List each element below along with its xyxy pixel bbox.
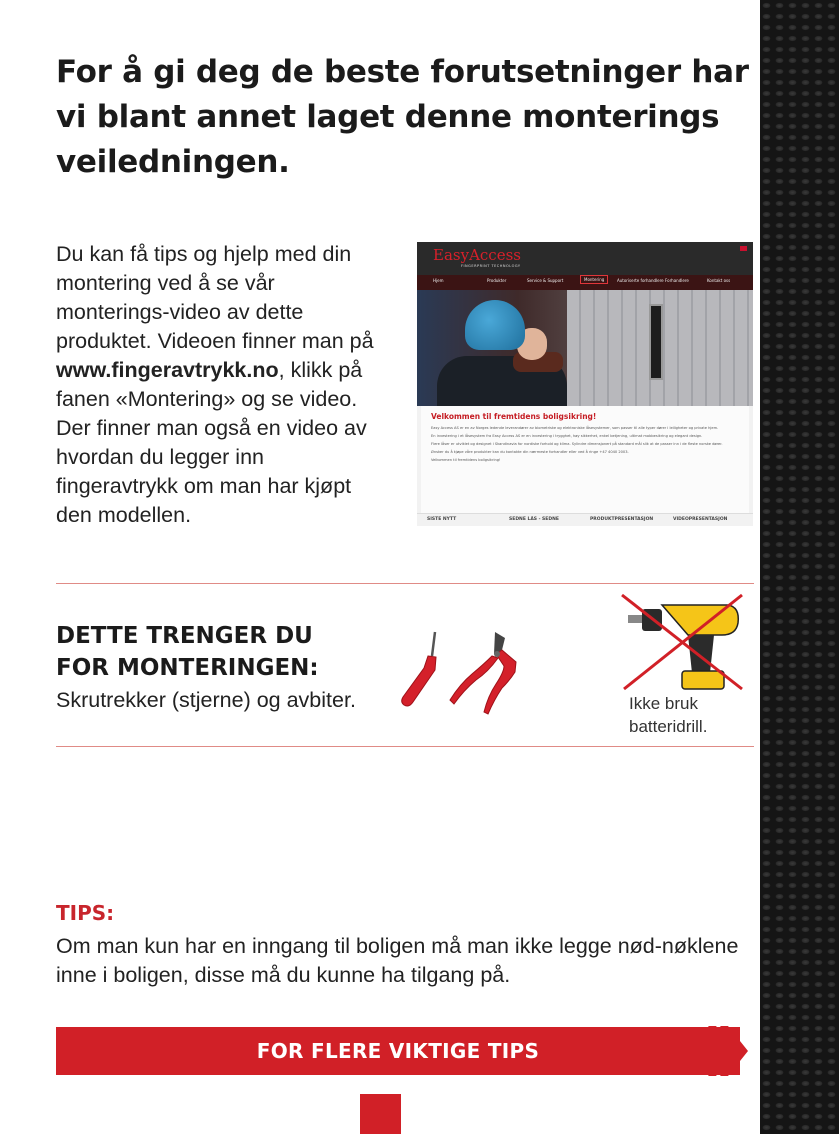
website-screenshot [417, 242, 753, 526]
more-tips-label: FOR FLERE VIKTIGE TIPS [256, 1039, 540, 1063]
tips-heading: TIPS: [56, 901, 115, 925]
website-footer-item: SEDNE LÅS - SEDNE [509, 517, 559, 522]
tips-text: Om man kun har en inngang til boligen må man ikke legge nød-nøklene inne i boligen, disse må du kunne ha tilgang på. [56, 934, 739, 987]
page-headline: For å gi deg de beste forutsetninger har vi blant annet laget denne monterings veiledningen. [56, 54, 749, 180]
website-body-line: Flere låser er utviklet og designet i Skandinavia for nordiske forhold og klima. Sylindre dimensjonert på standard mål slik at de passer inn i de fleste norske dører. [431, 442, 723, 446]
wire-cutter-icon [450, 632, 516, 714]
no-drill-line2: batteridrill. [629, 717, 708, 736]
website-logo: EasyAccess [433, 246, 521, 264]
website-header [417, 242, 753, 275]
no-drill-illustration [618, 593, 748, 691]
decorative-texture-strip [760, 0, 839, 1134]
divider-bottom [56, 746, 754, 747]
website-footer-item: VIDEOPRESENTASJON [673, 517, 728, 522]
website-link[interactable]: www.fingeravtrykk.no [56, 358, 279, 382]
website-footer [417, 513, 753, 526]
needs-text: Skrutrekker (stjerne) og avbiter. [56, 688, 356, 712]
double-chevron-right-icon[interactable] [706, 1024, 750, 1078]
needs-heading-line1: DETTE TRENGER DU [56, 623, 313, 649]
website-logo-sub: FINGERPRINT TECHNOLOGY [461, 264, 521, 268]
screwdriver-icon [402, 632, 436, 706]
website-nav-item: Produkter [487, 278, 507, 283]
website-hero-photo [417, 290, 753, 406]
no-drill-line1: Ikke bruk [629, 694, 698, 713]
child-hat-illustration [465, 300, 525, 350]
more-tips-button[interactable] [56, 1027, 740, 1075]
website-footer-item: PRODUKTPRESENTASJON [590, 517, 654, 522]
needs-heading [56, 620, 386, 684]
intro-text-after: , klikk på fanen «Montering» og se video. Der finner man også en video av hvordan du legger inn fingeravtrykk om man har kjøpt den modellen. [56, 358, 367, 527]
cordless-drill-icon [628, 605, 738, 689]
website-body-line: Easy Access AS er en av Norges ledende leverandører av biometriske og elektroniske låsesystemer, som passer til alle typer dører i leiligheter og private hjem. [431, 426, 719, 430]
website-nav-item-active: Montering [581, 276, 607, 283]
tools-illustration [398, 628, 518, 720]
website-nav-item: Forhandlere [665, 278, 689, 283]
divider-top [56, 583, 754, 584]
website-body-line: Velkommen til fremtidens boligsikring! [431, 458, 501, 462]
website-nav-item: Hjem [433, 278, 444, 283]
website-nav-item: Service & Support [527, 278, 564, 283]
needs-heading-line2: FOR MONTERINGEN: [56, 655, 319, 681]
website-nav [417, 275, 753, 290]
website-nav-item: Autoriserte forhandlere [617, 278, 664, 283]
intro-text-before: Du kan få tips og hjelp med din montering ved å se vår monterings-video av dette produktet. Videoen finner man på [56, 242, 374, 353]
website-footer-item: SISTE NYTT [427, 517, 457, 522]
website-body-line: Ønsker du å kjøpe våre produkter kan du kontakte din nærmeste forhandler eller ved å ringe +47 4040 2003. [431, 450, 629, 454]
website-body-line: En investering i et låsesystem fra Easy Access AS er en investering i trygghet, høy sikkerhet, enkel betjening, ultimat mobbesikring og elegant design. [431, 434, 703, 438]
intro-paragraph [56, 240, 386, 530]
no-drill-note [629, 692, 707, 738]
lock-panel-illustration [649, 304, 663, 380]
website-nav-item: Kontakt oss [707, 278, 731, 283]
norway-flag-icon [740, 246, 747, 251]
website-welcome-box [421, 406, 749, 522]
website-welcome-title: Velkommen til fremtidens boligsikring! [431, 412, 597, 421]
page-marker [360, 1094, 401, 1134]
